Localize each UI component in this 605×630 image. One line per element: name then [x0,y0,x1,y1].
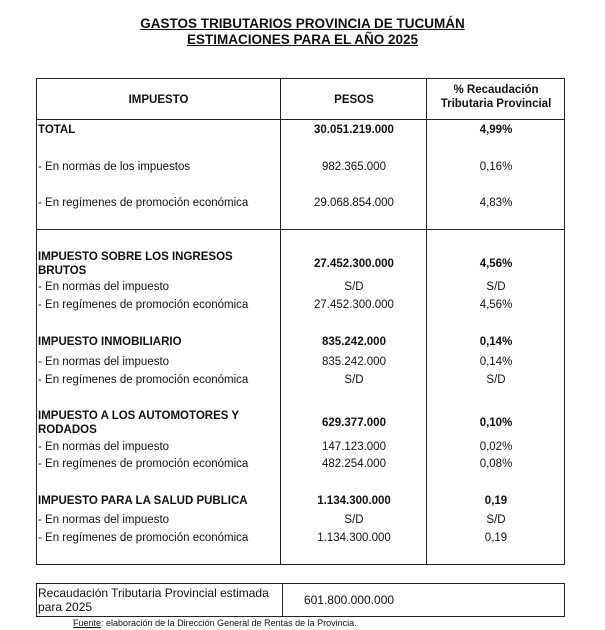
group-sub-pesos: 27.452.300.000 [314,299,394,311]
group-sub-label: - En regímenes de promoción económica [38,299,249,311]
recaudacion-value: 601.800.000.000 [303,593,395,607]
column-divider [280,79,281,564]
total-pesos: 30.051.219.000 [314,124,394,136]
header-divider [37,119,564,120]
total-sub-label: - En regímenes de promoción económica [38,197,249,209]
source-note [73,618,357,629]
total-sub-pct: 4,83% [479,197,513,209]
recaudacion-label: Recaudación Tributaria Provincial estimada para 2025 [38,586,269,614]
group-sub-label: - En normas del impuesto [38,514,170,526]
section-divider [37,229,564,230]
group-sub-pesos: S/D [344,374,364,386]
source-prefix: Fuente [73,618,102,628]
recaudacion-table [36,583,565,617]
header-pct-line1: % Recaudación [453,84,539,96]
group-sub-pct: 4,56% [479,299,513,311]
group-sub-pesos: 482.254.000 [322,458,386,470]
group-sub-label: - En regímenes de promoción económica [38,458,249,470]
source-text: : elaboración de la Dirección General de Rentas de la Provincia. [101,618,357,628]
group-sub-pct: 0,02% [479,441,513,453]
group-sub-pesos: 835.242.000 [322,356,386,368]
group-sub-label: - En regímenes de promoción económica [38,374,249,386]
total-label: TOTAL [38,124,76,136]
group-sub-pct: S/D [486,374,506,386]
title-line-2: ESTIMACIONES PARA EL AÑO 2025 [186,32,419,47]
group-sub-label: - En normas del impuesto [38,356,170,368]
header-pesos: PESOS [334,94,374,106]
group-pct: 0,10% [479,417,513,429]
group-sub-pesos: S/D [344,514,364,526]
group-pesos: 629.377.000 [322,417,386,429]
group-sub-pesos: 1.134.300.000 [317,532,391,544]
header-impuesto: IMPUESTO [128,94,189,106]
group-sub-pct: S/D [486,281,506,293]
group-sub-label: - En normas del impuesto [38,441,170,453]
group-label-line1: IMPUESTO A LOS AUTOMOTORES Y [38,410,240,422]
group-sub-pesos: S/D [344,281,364,293]
group-pesos: 27.452.300.000 [314,258,394,270]
group-pct: 0,14% [479,336,513,348]
column-divider [282,584,283,616]
header-pct-line2: Tributaria Provincial [440,98,552,110]
group-sub-pct: 0,14% [479,356,513,368]
total-sub-label: - En normas de los impuestos [38,161,191,173]
group-label-line1: IMPUESTO PARA LA SALUD PUBLICA [38,495,248,507]
total-sub-pct: 0,16% [479,161,513,173]
group-label-line2: RODADOS [38,424,97,436]
group-sub-pct: 0,08% [479,458,513,470]
group-pesos: 1.134.300.000 [317,495,391,507]
title-line-1: GASTOS TRIBUTARIOS PROVINCIA DE TUCUMÁN [140,16,465,31]
tax-expenditure-table [36,78,565,565]
total-sub-pesos: 29.068.854.000 [314,197,394,209]
total-sub-pesos: 982.365.000 [322,161,386,173]
group-label-line2: BRUTOS [38,265,87,277]
group-label-line1: IMPUESTO SOBRE LOS INGRESOS [38,251,233,263]
group-sub-label: - En regímenes de promoción económica [38,532,249,544]
group-sub-label: - En normas del impuesto [38,281,170,293]
group-label-line1: IMPUESTO INMOBILIARIO [38,336,182,348]
total-pct: 4,99% [479,124,513,136]
group-pct: 0,19 [484,495,508,507]
group-pct: 4,56% [479,258,513,270]
group-pesos: 835.242.000 [322,336,386,348]
column-divider [426,79,427,564]
document-title [0,16,605,48]
group-sub-pesos: 147.123.000 [322,441,386,453]
group-sub-pct: S/D [486,514,506,526]
group-sub-pct: 0,19 [484,532,508,544]
